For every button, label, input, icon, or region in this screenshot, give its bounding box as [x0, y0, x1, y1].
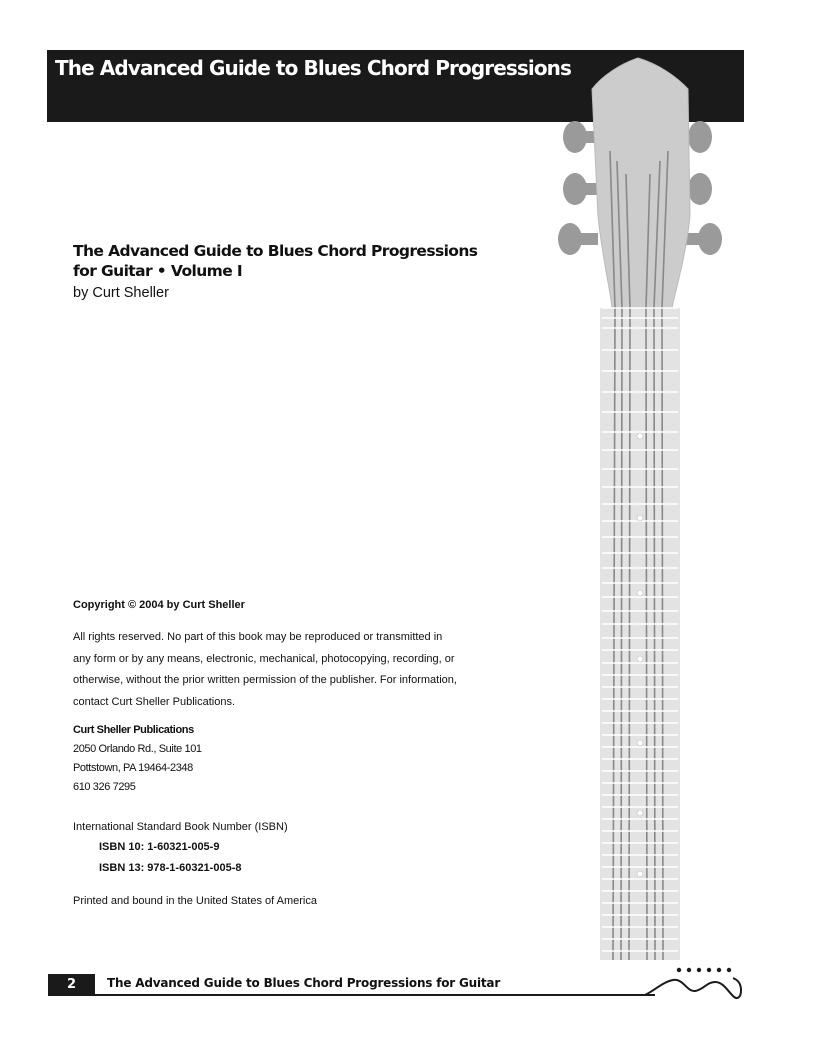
rights-paragraph: [73, 627, 513, 713]
printed-notice: Printed and bound in the United States of America: [73, 895, 317, 907]
footer-rule: [95, 994, 655, 996]
isbn-label: International Standard Book Number (ISBN): [73, 821, 288, 833]
publisher-address-2: Pottstown, PA 19464-2348: [73, 762, 193, 774]
page-number: 2: [48, 974, 95, 996]
isbn-10: ISBN 10: 1-60321-005-9: [99, 841, 220, 853]
publisher-address-1: 2050 Orlando Rd., Suite 101: [73, 743, 202, 755]
publisher-phone: 610 326 7295: [73, 781, 136, 793]
rights-line: contact Curt Sheller Publications.: [73, 695, 236, 708]
footer-title: The Advanced Guide to Blues Chord Progressions for Guitar: [107, 976, 501, 990]
book-title-line-1: The Advanced Guide to Blues Chord Progressions: [73, 242, 478, 260]
guitar-neck-icon: [550, 56, 740, 960]
rights-line: any form or by any means, electronic, mechanical, photocopying, recording, or: [73, 652, 455, 665]
copyright-notice: Copyright © 2004 by Curt Sheller: [73, 599, 245, 611]
publisher-block: [73, 721, 202, 797]
rights-line: All rights reserved. No part of this book may be reproduced or transmitted in: [73, 631, 443, 643]
isbn-13: ISBN 13: 978-1-60321-005-8: [99, 862, 242, 874]
rights-line: otherwise, without the prior written permission of the publisher. For information,: [73, 674, 457, 686]
guitar-swoosh-icon: [645, 960, 745, 1005]
publisher-name: Curt Sheller Publications: [73, 724, 194, 736]
author: by Curt Sheller: [73, 285, 169, 301]
header-title: The Advanced Guide to Blues Chord Progressions: [55, 56, 572, 80]
book-title-line-2: for Guitar • Volume I: [73, 262, 243, 280]
book-title: [73, 241, 477, 281]
